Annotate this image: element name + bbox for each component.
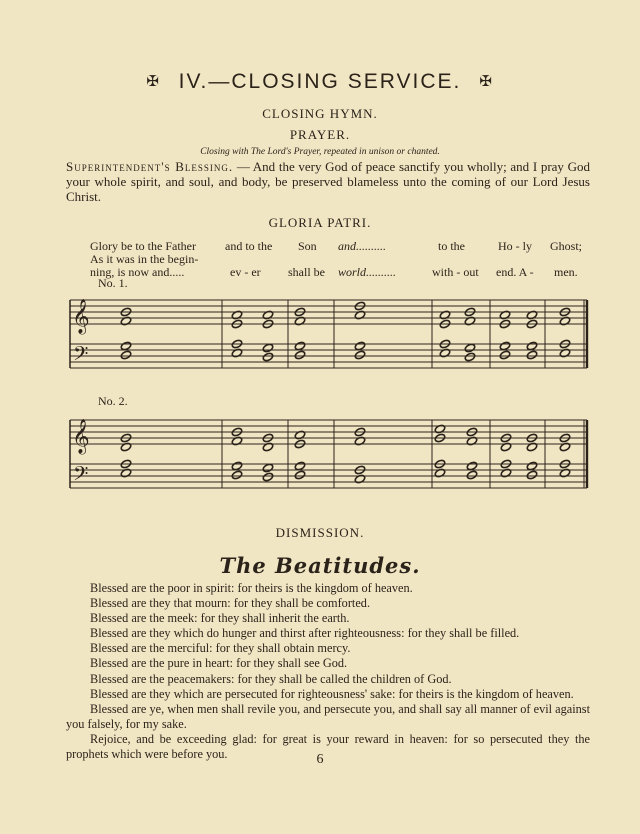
note-head xyxy=(294,470,306,480)
dismission-heading: DISMISSION. xyxy=(275,525,365,540)
section-title xyxy=(0,70,640,94)
tune-2-grand-staff xyxy=(60,406,600,506)
lyric-text: ev - er xyxy=(230,265,261,279)
lyric-text: and.......... xyxy=(338,239,386,253)
note-head xyxy=(262,310,274,320)
note-head xyxy=(231,436,243,446)
note-head xyxy=(499,310,511,320)
note-head xyxy=(559,316,571,326)
note-head xyxy=(120,316,132,326)
note-head xyxy=(262,352,274,362)
beatitude-line: Blessed are the pure in heart: for they shall see God. xyxy=(90,656,348,671)
beatitude-line: Blessed are the peacemakers: for they shall be called the children of God. xyxy=(90,671,452,686)
note-head xyxy=(526,350,538,360)
note-head xyxy=(294,430,306,440)
beatitudes-title: The Beatitudes. xyxy=(219,553,421,578)
bass-clef-icon: 𝄢 xyxy=(73,462,89,490)
beatitude-line: Blessed are ye, when men shall revile you, and persecute you, and shall say all manner of evil against you falsely, for my sake. xyxy=(66,701,590,731)
gloria-patri-heading: GLORIA PATRI. xyxy=(268,215,372,230)
maltese-cross-icon: ✠ xyxy=(146,73,161,90)
note-head xyxy=(262,442,274,452)
note-head xyxy=(499,341,511,351)
lyric-text: Son xyxy=(298,239,317,253)
maltese-cross-icon: ✠ xyxy=(479,73,494,90)
lyric-text: world.......... xyxy=(338,265,397,279)
lyric-text: and to the xyxy=(225,239,273,253)
note-head xyxy=(354,350,366,360)
note-head xyxy=(500,442,512,452)
note-head xyxy=(559,442,571,452)
note-head xyxy=(526,461,538,471)
note-head xyxy=(231,310,243,320)
note-head xyxy=(354,341,366,351)
closing-hymn-heading: CLOSING HYMN. xyxy=(262,106,378,121)
note-head xyxy=(466,436,478,446)
tune-1-grand-staff xyxy=(60,286,600,386)
note-head xyxy=(120,468,132,478)
tune-1-label: No. 1. xyxy=(98,276,128,290)
lyric-text: Ho - ly xyxy=(498,239,532,253)
note-head xyxy=(262,463,274,473)
note-head xyxy=(262,472,274,482)
lyric-text: to the xyxy=(438,239,465,253)
blessing-label: Superintendent's Blessing. xyxy=(66,159,234,174)
superintendent-blessing xyxy=(66,159,590,204)
bass-clef-icon: 𝄢 xyxy=(73,342,89,370)
note-head xyxy=(526,310,538,320)
lyric-text: shall be xyxy=(288,265,325,279)
note-head xyxy=(559,468,571,478)
note-head xyxy=(434,468,446,478)
note-head xyxy=(499,350,511,360)
page-number: 6 xyxy=(316,752,324,767)
note-head xyxy=(526,470,538,480)
note-head xyxy=(464,316,476,326)
note-head xyxy=(526,442,538,452)
lyric-text: end. A - xyxy=(496,265,534,279)
note-head xyxy=(294,461,306,471)
note-head xyxy=(120,350,132,360)
prayer-heading: PRAYER. xyxy=(289,127,351,142)
note-head xyxy=(500,468,512,478)
lyric-text: Ghost; xyxy=(550,239,583,253)
note-head xyxy=(354,474,366,484)
beatitude-line: Blessed are they which are persecuted for righteousness' sake: for theirs is the kingdom of heaven. xyxy=(90,686,574,701)
note-head xyxy=(526,341,538,351)
note-head xyxy=(439,348,451,358)
note-head xyxy=(354,436,366,446)
lyric-text: Glory be to the Father xyxy=(90,239,196,253)
note-head xyxy=(559,348,571,358)
note-head xyxy=(464,352,476,362)
note-head xyxy=(231,348,243,358)
beatitude-line: Blessed are they that mourn: for they shall be comforted. xyxy=(90,596,371,611)
note-head xyxy=(294,350,306,360)
beatitude-line: Rejoice, and be exceeding glad: for great is your reward in heaven: for so persecuted they the prophets which were before you. xyxy=(66,731,590,762)
beatitude-line: Blessed are they which do hunger and thirst after righteousness: for they shall be filled. xyxy=(90,626,520,641)
note-head xyxy=(120,442,132,452)
note-head xyxy=(262,343,274,353)
note-head xyxy=(466,470,478,480)
lyric-text: As it was in the begin- xyxy=(90,252,199,266)
prayer-note: Closing with The Lord's Prayer, repeated in unison or chanted. xyxy=(200,147,440,157)
blessing-text: — And the very God of peace sanctify you wholly; and I pray God your whole spirit, and soul, and body, be preserved blameless unto the coming of our Lord Jesus Christ. xyxy=(66,159,590,204)
lyric-text: with - out xyxy=(432,265,479,279)
treble-clef-icon: 𝄞 xyxy=(72,299,90,334)
lyric-text: ning, is now and..... xyxy=(90,265,185,279)
note-head xyxy=(294,316,306,326)
note-head xyxy=(294,341,306,351)
note-head xyxy=(434,424,446,434)
beatitudes-text xyxy=(66,581,590,762)
note-head xyxy=(231,470,243,480)
note-head xyxy=(466,461,478,471)
beatitude-line: Blessed are the meek: for they shall inherit the earth. xyxy=(90,611,350,626)
beatitude-line: Blessed are the merciful: for they shall obtain mercy. xyxy=(90,641,351,656)
note-head xyxy=(439,310,451,320)
treble-clef-icon: 𝄞 xyxy=(72,419,90,454)
section-title-text: IV.—CLOSING SERVICE. xyxy=(178,70,462,93)
note-head xyxy=(354,310,366,320)
tune-2-label: No. 2. xyxy=(98,394,128,408)
beatitude-line: Blessed are the poor in spirit: for theirs is the kingdom of heaven. xyxy=(90,581,413,595)
lyric-text: men. xyxy=(554,265,578,279)
note-head xyxy=(464,343,476,353)
note-head xyxy=(120,341,132,351)
gloria-lyrics xyxy=(0,236,640,281)
note-head xyxy=(231,461,243,471)
